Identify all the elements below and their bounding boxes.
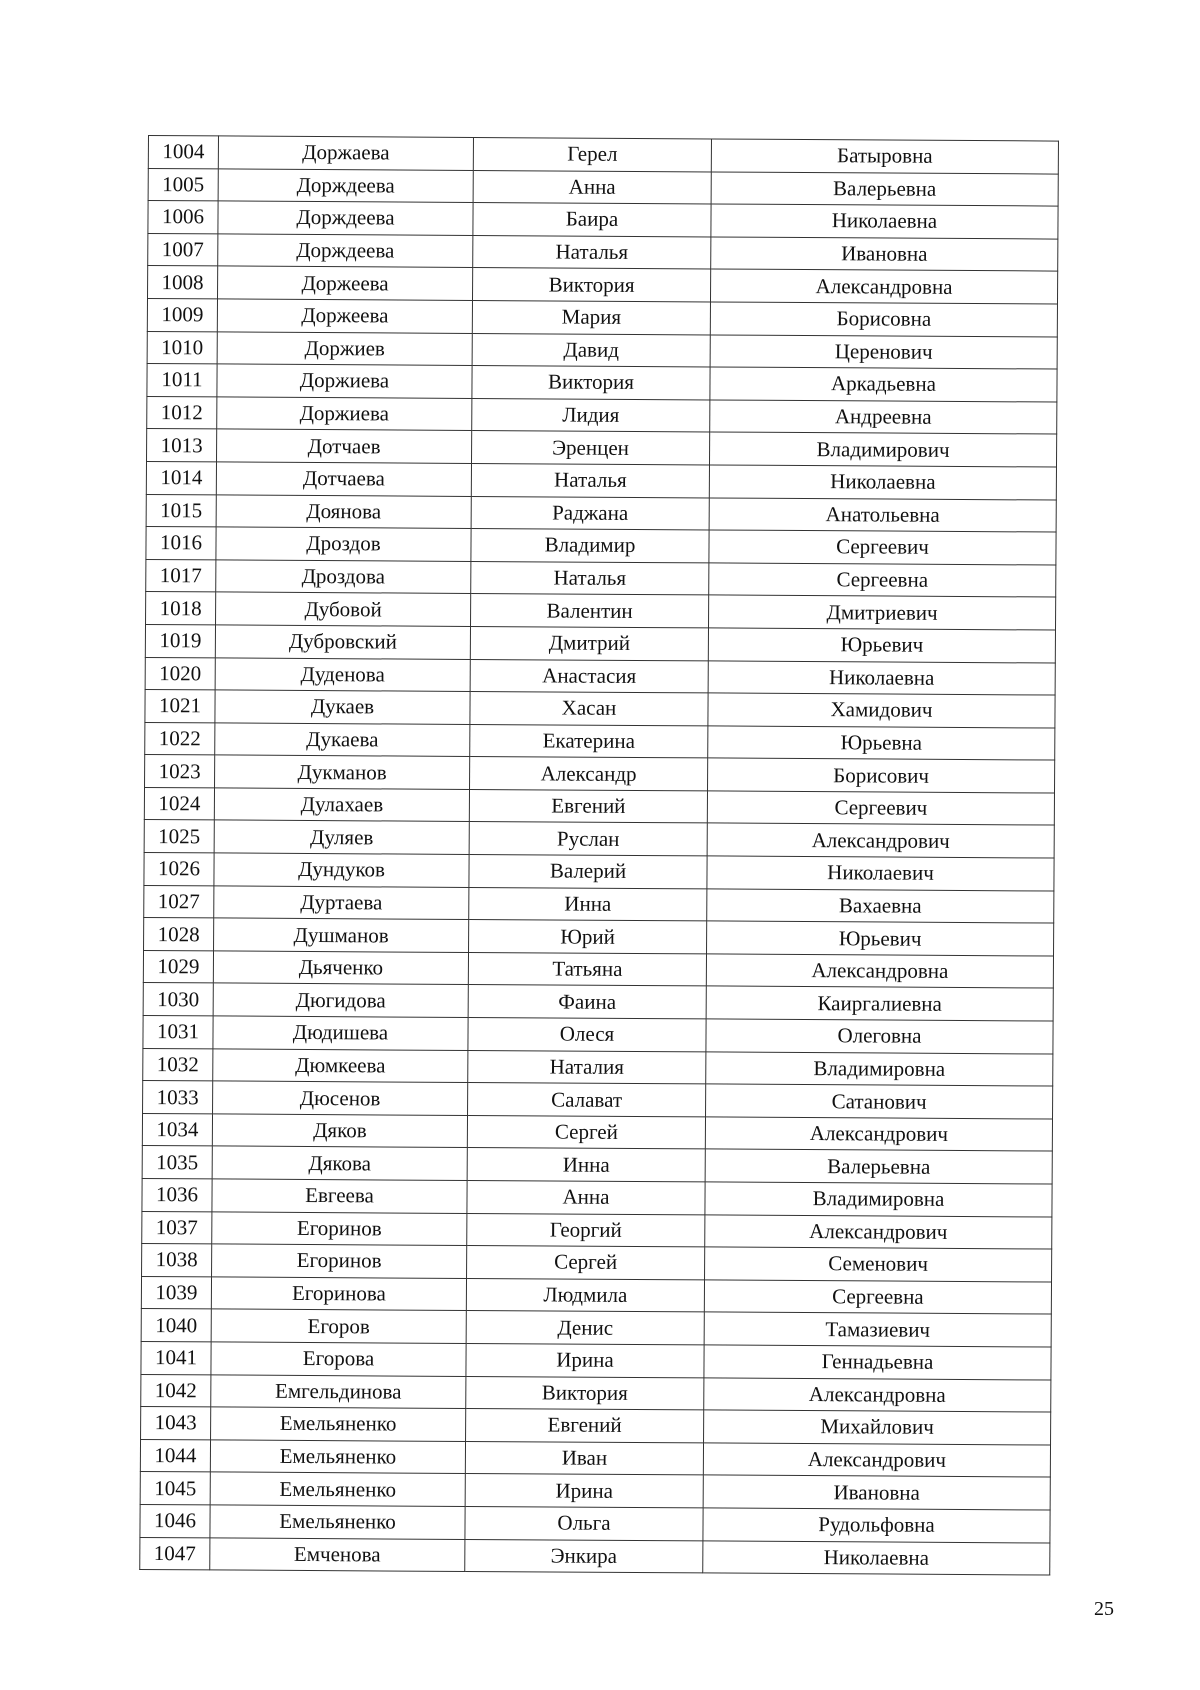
surname-cell: Егорова bbox=[211, 1342, 466, 1376]
first-name-cell: Анна bbox=[473, 170, 711, 204]
table-row bbox=[146, 461, 1056, 499]
table-row bbox=[146, 494, 1056, 532]
table-row bbox=[144, 820, 1054, 858]
table-row bbox=[144, 885, 1054, 923]
row-number-cell: 1029 bbox=[143, 950, 213, 983]
first-name-cell: Людмила bbox=[466, 1278, 704, 1312]
row-number-cell: 1041 bbox=[141, 1341, 211, 1374]
table-row bbox=[141, 1407, 1051, 1445]
patronymic-cell: Борисовна bbox=[710, 302, 1057, 337]
first-name-cell: Лидия bbox=[472, 398, 710, 432]
first-name-cell: Виктория bbox=[472, 366, 710, 400]
surname-cell: Дукманов bbox=[215, 755, 470, 789]
patronymic-cell: Сергеевич bbox=[707, 791, 1054, 826]
surname-cell: Егоринова bbox=[211, 1277, 466, 1311]
first-name-cell: Ольга bbox=[465, 1506, 703, 1540]
row-number-cell: 1027 bbox=[144, 885, 214, 918]
patronymic-cell: Хамидович bbox=[708, 693, 1055, 728]
patronymic-cell: Юрьевич bbox=[707, 921, 1054, 956]
patronymic-cell: Аркадьевна bbox=[710, 367, 1057, 402]
first-name-cell: Татьяна bbox=[468, 952, 706, 986]
row-number-cell: 1026 bbox=[144, 853, 214, 886]
table-row bbox=[142, 1113, 1052, 1151]
patronymic-cell: Валерьевна bbox=[711, 172, 1058, 207]
patronymic-cell: Александрович bbox=[707, 823, 1054, 858]
table-row bbox=[140, 1537, 1050, 1575]
table-row bbox=[143, 983, 1053, 1021]
surname-cell: Дуляев bbox=[214, 820, 469, 854]
patronymic-cell: Семенович bbox=[705, 1247, 1052, 1282]
patronymic-cell: Каиргалиевна bbox=[706, 986, 1053, 1021]
row-number-cell: 1044 bbox=[140, 1439, 210, 1472]
patronymic-cell: Александрович bbox=[705, 1117, 1052, 1152]
row-number-cell: 1022 bbox=[145, 722, 215, 755]
table-row bbox=[145, 755, 1055, 793]
patronymic-cell: Николаевич bbox=[707, 856, 1054, 891]
surname-cell: Дубовой bbox=[216, 592, 471, 626]
row-number-cell: 1035 bbox=[142, 1146, 212, 1179]
table-row bbox=[148, 233, 1058, 271]
first-name-cell: Раджана bbox=[471, 496, 709, 530]
row-number-cell: 1036 bbox=[142, 1178, 212, 1211]
row-number-cell: 1040 bbox=[141, 1309, 211, 1342]
first-name-cell: Наталия bbox=[468, 1050, 706, 1084]
surname-cell: Доянова bbox=[216, 494, 471, 528]
row-number-cell: 1021 bbox=[145, 690, 215, 723]
patronymic-cell: Дмитриевич bbox=[708, 595, 1055, 630]
first-name-cell: Александр bbox=[470, 757, 708, 791]
table-row bbox=[144, 787, 1054, 825]
surname-cell: Дьяченко bbox=[213, 951, 468, 985]
table-row bbox=[141, 1341, 1051, 1379]
row-number-cell: 1037 bbox=[142, 1211, 212, 1244]
patronymic-cell: Анатольевна bbox=[709, 497, 1056, 532]
surname-cell: Емгельдинова bbox=[211, 1374, 466, 1408]
surname-cell: Дундуков bbox=[214, 853, 469, 887]
first-name-cell: Георгий bbox=[467, 1213, 705, 1247]
row-number-cell: 1023 bbox=[145, 755, 215, 788]
surname-cell: Дотчаев bbox=[217, 429, 472, 463]
first-name-cell: Евгений bbox=[466, 1409, 704, 1443]
surname-cell: Доржиева bbox=[217, 397, 472, 431]
first-name-cell: Валентин bbox=[471, 594, 709, 628]
row-number-cell: 1025 bbox=[144, 820, 214, 853]
names-table bbox=[139, 135, 1059, 1576]
surname-cell: Дяков bbox=[212, 1114, 467, 1148]
row-number-cell: 1019 bbox=[145, 624, 215, 657]
row-number-cell: 1038 bbox=[142, 1244, 212, 1277]
first-name-cell: Сергей bbox=[467, 1246, 705, 1280]
first-name-cell: Валерий bbox=[469, 855, 707, 889]
table-row bbox=[148, 168, 1058, 206]
row-number-cell: 1030 bbox=[143, 983, 213, 1016]
first-name-cell: Руслан bbox=[469, 822, 707, 856]
patronymic-cell: Михайлович bbox=[704, 1410, 1051, 1445]
table-row bbox=[146, 559, 1056, 597]
first-name-cell: Наталья bbox=[471, 463, 709, 497]
surname-cell: Егоров bbox=[211, 1309, 466, 1343]
surname-cell: Дуртаева bbox=[214, 886, 469, 920]
patronymic-cell: Сергеевна bbox=[704, 1280, 1051, 1315]
patronymic-cell: Владимирович bbox=[709, 432, 1056, 467]
row-number-cell: 1033 bbox=[143, 1081, 213, 1114]
table-row bbox=[147, 298, 1057, 336]
surname-cell: Дулахаев bbox=[214, 788, 469, 822]
patronymic-cell: Олеговна bbox=[706, 1019, 1053, 1054]
table-row bbox=[143, 1016, 1053, 1054]
first-name-cell: Иван bbox=[465, 1441, 703, 1475]
first-name-cell: Герел bbox=[473, 137, 711, 171]
surname-cell: Дукаев bbox=[215, 690, 470, 724]
first-name-cell: Давид bbox=[472, 333, 710, 367]
surname-cell: Доржеева bbox=[217, 299, 472, 333]
patronymic-cell: Сатанович bbox=[706, 1084, 1053, 1119]
surname-cell: Дотчаева bbox=[216, 462, 471, 496]
row-number-cell: 1018 bbox=[146, 592, 216, 625]
surname-cell: Душманов bbox=[214, 918, 469, 952]
row-number-cell: 1046 bbox=[140, 1504, 210, 1537]
patronymic-cell: Николаевна bbox=[709, 465, 1056, 500]
row-number-cell: 1043 bbox=[141, 1407, 211, 1440]
surname-cell: Доржаева bbox=[218, 136, 473, 170]
surname-cell: Дроздов bbox=[216, 527, 471, 561]
surname-cell: Доржиев bbox=[217, 331, 472, 365]
row-number-cell: 1006 bbox=[148, 201, 218, 234]
row-number-cell: 1020 bbox=[145, 657, 215, 690]
surname-cell: Егоринов bbox=[212, 1212, 467, 1246]
first-name-cell: Мария bbox=[472, 300, 710, 334]
surname-cell: Дорждеева bbox=[218, 201, 473, 235]
row-number-cell: 1031 bbox=[143, 1016, 213, 1049]
patronymic-cell: Александровна bbox=[704, 1377, 1051, 1412]
row-number-cell: 1039 bbox=[141, 1276, 211, 1309]
first-name-cell: Виктория bbox=[472, 268, 710, 302]
table-row bbox=[141, 1374, 1051, 1412]
row-number-cell: 1014 bbox=[146, 461, 216, 494]
row-number-cell: 1047 bbox=[140, 1537, 210, 1570]
first-name-cell: Анна bbox=[467, 1180, 705, 1214]
surname-cell: Емельяненко bbox=[210, 1505, 465, 1539]
surname-cell: Емельяненко bbox=[210, 1472, 465, 1506]
row-number-cell: 1013 bbox=[147, 429, 217, 462]
row-number-cell: 1007 bbox=[148, 233, 218, 266]
first-name-cell: Дмитрий bbox=[470, 626, 708, 660]
table-row bbox=[144, 853, 1054, 891]
surname-cell: Доржиева bbox=[217, 364, 472, 398]
first-name-cell: Фаина bbox=[468, 985, 706, 1019]
row-number-cell: 1017 bbox=[146, 559, 216, 592]
table-row bbox=[143, 950, 1053, 988]
row-number-cell: 1045 bbox=[140, 1472, 210, 1505]
surname-cell: Дроздова bbox=[216, 560, 471, 594]
patronymic-cell: Николаевна bbox=[708, 660, 1055, 695]
surname-cell: Дюгидова bbox=[213, 983, 468, 1017]
patronymic-cell: Александрович bbox=[705, 1215, 1052, 1250]
surname-cell: Дорждеева bbox=[218, 169, 473, 203]
surname-cell: Евгеева bbox=[212, 1179, 467, 1213]
first-name-cell: Денис bbox=[466, 1311, 704, 1345]
page-number: 25 bbox=[1094, 1598, 1114, 1620]
row-number-cell: 1042 bbox=[141, 1374, 211, 1407]
table-row bbox=[145, 722, 1055, 760]
row-number-cell: 1016 bbox=[146, 527, 216, 560]
first-name-cell: Олеся bbox=[468, 1018, 706, 1052]
surname-cell: Емельяненко bbox=[211, 1407, 466, 1441]
patronymic-cell: Юрьевич bbox=[708, 628, 1055, 663]
first-name-cell: Салават bbox=[468, 1083, 706, 1117]
row-number-cell: 1024 bbox=[144, 787, 214, 820]
patronymic-cell: Николаевна bbox=[703, 1540, 1050, 1575]
table-row bbox=[147, 331, 1057, 369]
table-row bbox=[143, 1048, 1053, 1086]
row-number-cell: 1010 bbox=[147, 331, 217, 364]
table-row bbox=[147, 429, 1057, 467]
first-name-cell: Юрий bbox=[469, 920, 707, 954]
patronymic-cell: Владимировна bbox=[705, 1182, 1052, 1217]
table-row bbox=[147, 396, 1057, 434]
first-name-cell: Баира bbox=[473, 203, 711, 237]
row-number-cell: 1011 bbox=[147, 364, 217, 397]
patronymic-cell: Александровна bbox=[706, 954, 1053, 989]
surname-cell: Дюмкеева bbox=[213, 1049, 468, 1083]
first-name-cell: Владимир bbox=[471, 529, 709, 563]
first-name-cell: Энкира bbox=[465, 1539, 703, 1573]
patronymic-cell: Церенович bbox=[710, 335, 1057, 370]
first-name-cell: Инна bbox=[469, 887, 707, 921]
surname-cell: Дякова bbox=[212, 1146, 467, 1180]
row-number-cell: 1032 bbox=[143, 1048, 213, 1081]
first-name-cell: Ирина bbox=[465, 1474, 703, 1508]
surname-cell: Дуденова bbox=[215, 657, 470, 691]
patronymic-cell: Батыровна bbox=[711, 139, 1058, 174]
table-row bbox=[143, 1081, 1053, 1119]
table-row bbox=[148, 136, 1058, 174]
surname-cell: Дюдишева bbox=[213, 1016, 468, 1050]
patronymic-cell: Борисович bbox=[708, 758, 1055, 793]
patronymic-cell: Владимировна bbox=[706, 1052, 1053, 1087]
names-table-body bbox=[140, 136, 1059, 1576]
table-row bbox=[144, 918, 1054, 956]
first-name-cell: Инна bbox=[467, 1148, 705, 1182]
patronymic-cell: Ивановна bbox=[703, 1475, 1050, 1510]
surname-cell: Дорждеева bbox=[218, 234, 473, 268]
table-row bbox=[142, 1244, 1052, 1282]
first-name-cell: Виктория bbox=[466, 1376, 704, 1410]
first-name-cell: Евгений bbox=[469, 789, 707, 823]
patronymic-cell: Валерьевна bbox=[705, 1149, 1052, 1184]
row-number-cell: 1009 bbox=[147, 298, 217, 331]
surname-cell: Емченова bbox=[210, 1537, 465, 1571]
row-number-cell: 1005 bbox=[148, 168, 218, 201]
patronymic-cell: Рудольфовна bbox=[703, 1508, 1050, 1543]
surname-cell: Дубровский bbox=[215, 625, 470, 659]
table-row bbox=[146, 527, 1056, 565]
first-name-cell: Эренцен bbox=[471, 431, 709, 465]
surname-cell: Дукаева bbox=[215, 723, 470, 757]
patronymic-cell: Александровна bbox=[710, 269, 1057, 304]
patronymic-cell: Геннадьевна bbox=[704, 1345, 1051, 1380]
row-number-cell: 1015 bbox=[146, 494, 216, 527]
surname-cell: Емельяненко bbox=[210, 1440, 465, 1474]
first-name-cell: Сергей bbox=[467, 1115, 705, 1149]
patronymic-cell: Николаевна bbox=[711, 204, 1058, 239]
table-row bbox=[142, 1178, 1052, 1216]
first-name-cell: Ирина bbox=[466, 1343, 704, 1377]
surname-cell: Доржеева bbox=[218, 266, 473, 300]
patronymic-cell: Сергеевич bbox=[709, 530, 1056, 565]
surname-cell: Егоринов bbox=[212, 1244, 467, 1278]
first-name-cell: Екатерина bbox=[470, 724, 708, 758]
patronymic-cell: Тамазиевич bbox=[704, 1312, 1051, 1347]
row-number-cell: 1028 bbox=[144, 918, 214, 951]
patronymic-cell: Ивановна bbox=[711, 237, 1058, 272]
table-row bbox=[147, 364, 1057, 402]
table-row bbox=[142, 1211, 1052, 1249]
table-row bbox=[148, 201, 1058, 239]
patronymic-cell: Александрович bbox=[703, 1443, 1050, 1478]
patronymic-cell: Юрьевна bbox=[708, 726, 1055, 761]
row-number-cell: 1004 bbox=[148, 136, 218, 169]
table-row bbox=[141, 1276, 1051, 1314]
patronymic-cell: Андреевна bbox=[710, 400, 1057, 435]
first-name-cell: Хасан bbox=[470, 692, 708, 726]
first-name-cell: Наталья bbox=[471, 561, 709, 595]
first-name-cell: Наталья bbox=[473, 235, 711, 269]
row-number-cell: 1012 bbox=[147, 396, 217, 429]
surname-cell: Дюсенов bbox=[213, 1081, 468, 1115]
table-row bbox=[142, 1146, 1052, 1184]
patronymic-cell: Сергеевна bbox=[709, 563, 1056, 598]
first-name-cell: Анастасия bbox=[470, 659, 708, 693]
row-number-cell: 1034 bbox=[142, 1113, 212, 1146]
table-row bbox=[141, 1309, 1051, 1347]
table-row bbox=[148, 266, 1058, 304]
row-number-cell: 1008 bbox=[148, 266, 218, 299]
patronymic-cell: Вахаевна bbox=[707, 889, 1054, 924]
